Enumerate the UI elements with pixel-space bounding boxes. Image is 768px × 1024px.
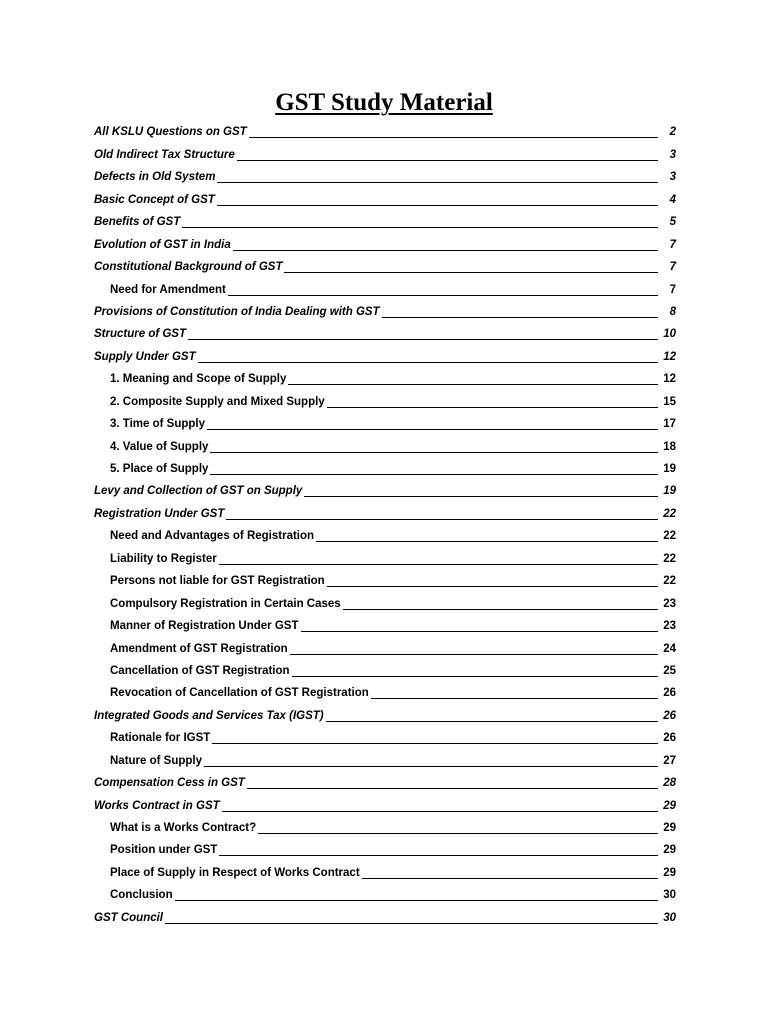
toc-leader-line (371, 698, 658, 699)
toc-entry-page-number: 15 (663, 395, 676, 408)
toc-entry[interactable] (94, 300, 676, 322)
toc-entry-label: What is a Works Contract? (110, 822, 257, 834)
toc-entry-label: Provisions of Constitution of India Dealing with GST (94, 305, 380, 318)
toc-entry[interactable] (94, 905, 676, 927)
toc-entry-label: Constitutional Background of GST (94, 261, 283, 274)
toc-entry-label: Revocation of Cancellation of GST Registration (110, 687, 369, 700)
toc-entry[interactable] (94, 479, 676, 501)
toc-entry-page-number: 23 (663, 597, 676, 610)
toc-entry-label: Works Contract in GST (94, 799, 220, 812)
toc-leader-line (210, 474, 658, 475)
toc-entry[interactable] (94, 883, 676, 905)
toc-leader-line (212, 743, 658, 744)
toc-leader-line (165, 923, 658, 924)
toc-entry-page-number: 3 (669, 171, 676, 184)
toc-leader-line (222, 811, 658, 812)
toc-leader-line (226, 519, 658, 520)
toc-entry[interactable] (94, 232, 676, 254)
toc-entry[interactable] (94, 748, 676, 770)
toc-leader-line (204, 766, 658, 767)
toc-entry-label: Supply Under GST (94, 350, 196, 363)
toc-entry[interactable] (94, 412, 676, 434)
toc-entry[interactable] (94, 165, 676, 187)
toc-entry-label: Compensation Cess in GST (94, 777, 245, 790)
toc-leader-line (210, 452, 658, 453)
toc-leader-line (343, 609, 658, 610)
toc-entry-label: Benefits of GST (94, 216, 181, 229)
toc-entry-label: 2. Composite Supply and Mixed Supply (110, 395, 325, 408)
toc-entry[interactable] (94, 524, 676, 546)
toc-leader-line (217, 205, 658, 206)
toc-entry-label: 5. Place of Supply (110, 463, 209, 475)
toc-entry-page-number: 26 (663, 709, 676, 722)
toc-entry-page-number: 8 (669, 305, 676, 318)
toc-entry-label: Rationale for IGST (110, 732, 211, 745)
document-title-text: GST Study Material (275, 89, 493, 116)
toc-entry[interactable] (94, 457, 676, 479)
toc-leader-line (290, 654, 658, 655)
toc-entry-page-number: 10 (663, 328, 676, 341)
toc-leader-line (316, 541, 658, 542)
toc-entry[interactable] (94, 434, 676, 456)
toc-entry-label: 1. Meaning and Scope of Supply (110, 373, 287, 386)
toc-entry-label: Registration Under GST (94, 507, 225, 520)
toc-leader-line (249, 137, 658, 138)
toc-entry-page-number: 29 (663, 822, 676, 834)
toc-entry-label: Old Indirect Tax Structure (94, 148, 235, 161)
toc-entry-label: Structure of GST (94, 328, 187, 341)
toc-entry-label: Evolution of GST in India (94, 238, 231, 251)
toc-entry-page-number: 22 (663, 530, 676, 543)
toc-entry-label: 3. Time of Supply (110, 418, 205, 431)
toc-leader-line (217, 182, 658, 183)
toc-entry-label: Integrated Goods and Services Tax (IGST) (94, 709, 324, 722)
toc-entry-label: GST Council (94, 911, 163, 924)
toc-leader-line (207, 429, 658, 430)
toc-entry[interactable] (94, 501, 676, 523)
toc-entry-label: Need and Advantages of Registration (110, 530, 315, 543)
toc-entry[interactable] (94, 614, 676, 636)
toc-entry-page-number: 22 (663, 575, 676, 588)
toc-entry-page-number: 2 (669, 126, 676, 139)
toc-leader-line (382, 317, 658, 318)
toc-entry[interactable] (94, 546, 676, 568)
toc-entry-page-number: 17 (663, 418, 676, 431)
toc-entry-label: Manner of Registration Under GST (110, 620, 299, 633)
toc-entry-page-number: 7 (669, 261, 676, 274)
toc-leader-line (258, 833, 658, 834)
toc-entry-page-number: 22 (663, 507, 676, 520)
toc-leader-line (327, 407, 658, 408)
toc-entry-page-number: 29 (663, 844, 676, 857)
toc-entry-page-number: 29 (663, 866, 676, 879)
toc-leader-line (326, 721, 658, 722)
toc-entry-label: Levy and Collection of GST on Supply (94, 485, 303, 498)
toc-leader-line (228, 295, 658, 296)
toc-entry-page-number: 18 (663, 440, 676, 453)
toc-entry-label: Basic Concept of GST (94, 193, 215, 206)
toc-entry-label: Nature of Supply (110, 754, 203, 767)
toc-entry[interactable] (94, 277, 676, 299)
toc-entry[interactable] (94, 367, 676, 389)
toc-entry[interactable] (94, 142, 676, 164)
toc-entry-label: 4. Value of Supply (110, 440, 209, 453)
toc-entry[interactable] (94, 187, 676, 209)
toc-entry-page-number: 28 (663, 777, 676, 790)
toc-entry[interactable] (94, 344, 676, 366)
toc-entry-page-number: 5 (669, 216, 676, 229)
toc-entry[interactable] (94, 793, 676, 815)
toc-leader-line (301, 631, 659, 632)
toc-entry[interactable] (94, 322, 676, 344)
toc-entry-label: Conclusion (110, 889, 173, 902)
toc-entry[interactable] (94, 120, 676, 142)
toc-leader-line (188, 339, 658, 340)
toc-entry-page-number: 19 (663, 463, 676, 475)
toc-entry-page-number: 26 (663, 687, 676, 700)
toc-entry-page-number: 7 (669, 238, 676, 251)
toc-entry[interactable] (94, 255, 676, 277)
toc-entry[interactable] (94, 636, 676, 658)
toc-leader-line (284, 272, 658, 273)
toc-entry-page-number: 24 (663, 642, 676, 655)
toc-entry[interactable] (94, 860, 676, 882)
toc-entry-page-number: 12 (663, 373, 676, 386)
toc-leader-line (233, 250, 658, 251)
toc-entry-page-number: 27 (663, 754, 676, 767)
toc-leader-line (362, 878, 658, 879)
toc-entry-label: Defects in Old System (94, 171, 216, 184)
toc-entry-label: Need for Amendment (110, 283, 226, 296)
toc-entry[interactable] (94, 771, 676, 793)
toc-entry-page-number: 25 (663, 664, 676, 677)
toc-entry-label: All KSLU Questions on GST (94, 126, 247, 139)
toc-leader-line (247, 788, 658, 789)
toc-entry-page-number: 26 (663, 732, 676, 745)
toc-leader-line (198, 362, 658, 363)
toc-entry-label: Compulsory Registration in Certain Cases (110, 597, 341, 610)
toc-entry[interactable] (94, 389, 676, 411)
toc-entry-label: Liability to Register (110, 552, 217, 565)
toc-leader-line (219, 855, 658, 856)
toc-entry-label: Persons not liable for GST Registration (110, 575, 325, 588)
toc-entry[interactable] (94, 210, 676, 232)
toc-entry-page-number: 22 (663, 552, 676, 565)
toc-entry-page-number: 30 (663, 889, 676, 902)
table-of-contents (94, 120, 676, 928)
toc-leader-line (237, 160, 658, 161)
toc-leader-line (327, 586, 658, 587)
toc-leader-line (292, 676, 658, 677)
toc-leader-line (288, 384, 658, 385)
toc-entry[interactable] (94, 659, 676, 681)
toc-entry-label: Cancellation of GST Registration (110, 664, 290, 677)
toc-entry[interactable] (94, 681, 676, 703)
toc-entry-page-number: 3 (669, 148, 676, 161)
toc-entry-page-number: 4 (669, 193, 676, 206)
toc-entry[interactable] (94, 816, 676, 838)
toc-entry-page-number: 7 (669, 283, 676, 296)
toc-entry[interactable] (94, 703, 676, 725)
toc-leader-line (182, 227, 658, 228)
toc-entry[interactable] (94, 569, 676, 591)
toc-entry[interactable] (94, 726, 676, 748)
toc-entry-page-number: 19 (663, 485, 676, 498)
toc-leader-line (304, 496, 658, 497)
toc-leader-line (219, 564, 658, 565)
toc-entry[interactable] (94, 591, 676, 613)
toc-entry-page-number: 23 (663, 620, 676, 633)
toc-entry[interactable] (94, 838, 676, 860)
toc-entry-page-number: 30 (663, 911, 676, 924)
toc-entry-label: Position under GST (110, 844, 218, 857)
toc-entry-page-number: 29 (663, 799, 676, 812)
toc-entry-page-number: 12 (663, 350, 676, 363)
document-title (0, 86, 768, 120)
toc-entry-label: Amendment of GST Registration (110, 642, 288, 655)
toc-entry-label: Place of Supply in Respect of Works Contract (110, 866, 360, 879)
toc-leader-line (175, 900, 658, 901)
